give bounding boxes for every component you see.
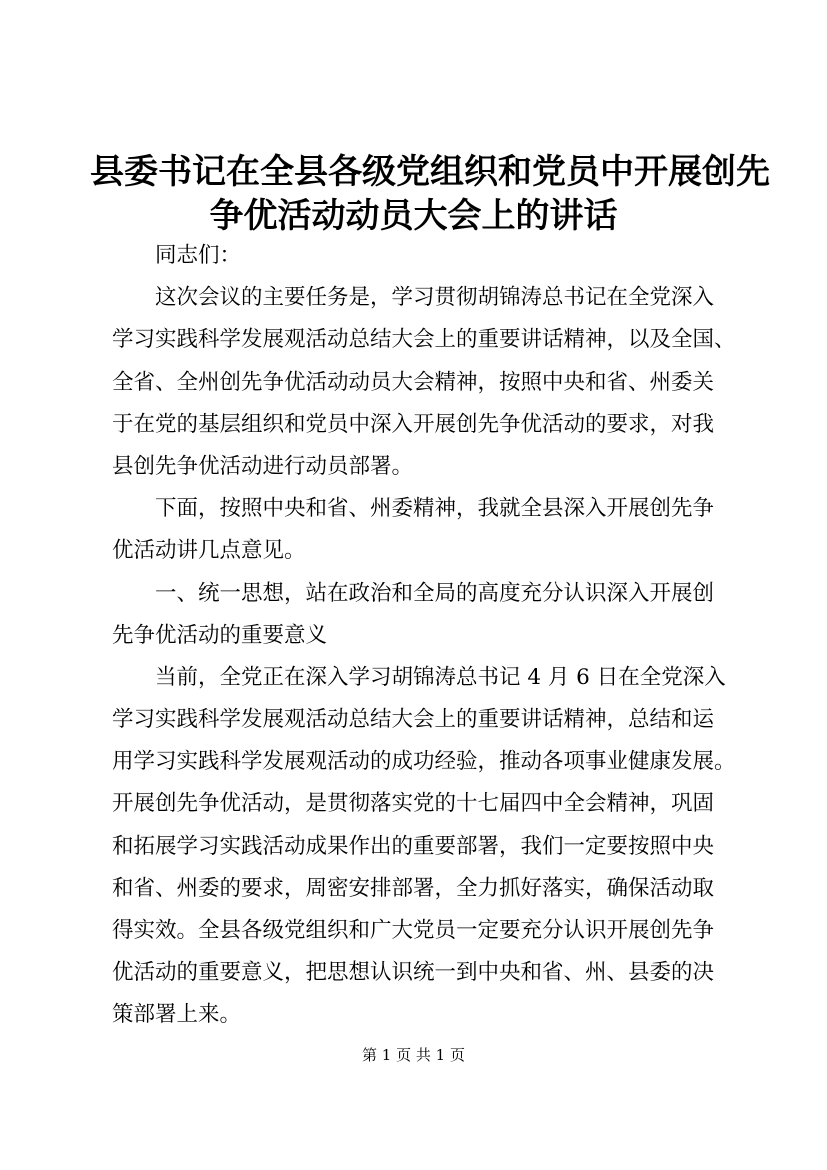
text-line: 一、统一思想，站在政治和全局的高度充分认识深入开展创: [155, 580, 715, 606]
text-line: 先争优活动的重要意义: [112, 622, 328, 648]
text-line: 县创先争优活动进行动员部署。: [112, 453, 414, 479]
text-line: 开展创先争优活动，是贯彻落实党的十七届四中全会精神，巩固: [112, 791, 715, 817]
paragraph-meeting-purpose: [112, 277, 734, 488]
section-heading-1: [112, 573, 734, 657]
text-line: 策部署上来。: [112, 1002, 242, 1028]
document-body: [112, 235, 734, 1037]
text-line: 得实效。全县各级党组织和广大党员一定要充分认识开展创先争: [112, 918, 715, 943]
document-title: [90, 150, 770, 238]
text-line: 全省、全州创先争优活动动员大会精神，按照中央和省、州委关: [112, 369, 715, 395]
paragraph-current-situation: [112, 657, 734, 1037]
text-line: 优活动的重要意义，把思想认识统一到中央和省、州、县委的决: [112, 960, 715, 986]
title-line-2: 争优活动动员大会上的讲话: [209, 196, 618, 236]
title-line-1: 县委书记在全县各级党组织和党员中开展创先: [90, 152, 770, 192]
text-line: 和省、州委的要求，周密安排部署，全力抓好落实，确保活动取: [112, 875, 715, 901]
paragraph-salutation: [112, 235, 734, 277]
text-line: 这次会议的主要任务是，学习贯彻胡锦涛总书记在全党深入: [155, 285, 715, 311]
text-line: 同志们：: [155, 243, 242, 268]
text-line: 用学习实践科学发展观活动的成功经验，推动各项事业健康发展。: [112, 749, 736, 775]
text-line: 于在党的基层组织和党员中深入开展创先争优活动的要求，对我: [112, 411, 715, 437]
text-line: 优活动讲几点意见。: [112, 538, 306, 564]
text-line: 当前，全党正在深入学习胡锦涛总书记 4 月 6 日在全党深入: [155, 664, 726, 690]
paragraph-intro: [112, 488, 734, 572]
text-line: 下面，按照中央和省、州委精神，我就全县深入开展创先争: [155, 496, 715, 522]
text-line: 学习实践科学发展观活动总结大会上的重要讲话精神，总结和运: [112, 707, 715, 733]
text-line: 学习实践科学发展观活动总结大会上的重要讲话精神，以及全国、: [112, 327, 736, 353]
text-line: 和拓展学习实践活动成果作出的重要部署，我们一定要按照中央: [112, 833, 715, 859]
page-footer: 第 1 页 共 1 页: [362, 1046, 465, 1064]
